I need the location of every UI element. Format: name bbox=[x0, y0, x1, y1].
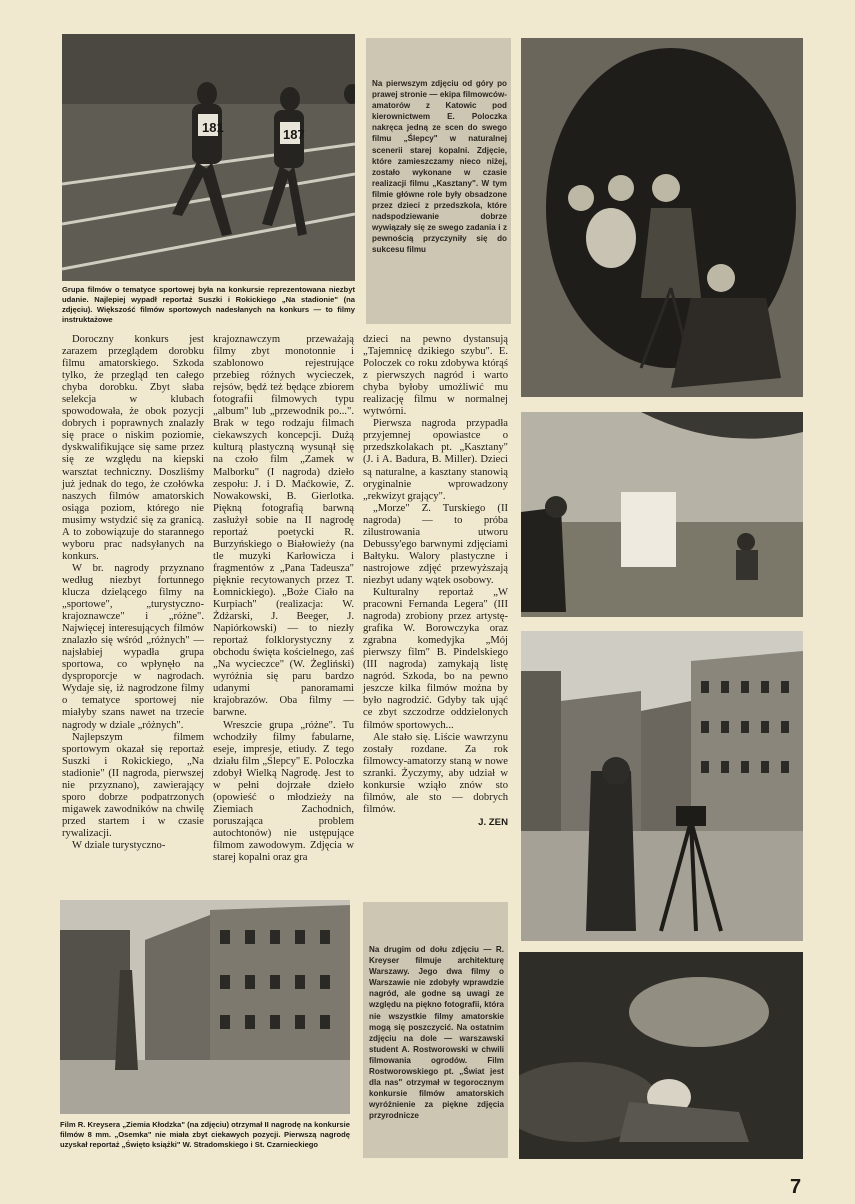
author-signature: J. ZEN bbox=[478, 816, 508, 828]
caption-cave: Na pierwszym zdjęciu od góry po prawej stronie — ekipa filmowców-amatorów z Katowic pod kierownictwem E. Poloczka nakręca jedną ze scen do swego filmu „Ślepcy" w naturalnej scenerii starej kopalni. Zdjęcie, które zamieszczamy nieco niżej, zostało wykonane w czasie realizacji filmu „Kasztany". W tym filmie główne role były obsadzone przez dzieci z przedszkola, które nadspodziewanie dobrze wywiązały się ze swego zadania i z pewnością przyczyniły się do sukcesu filmu bbox=[366, 38, 511, 324]
col1-paragraph: Doroczny konkurs jest zarazem przeglądem dorobku filmu amatorskiego. Szkoda tylko, że przegląd ten całego chyba dorobku. Zbyt słaba selekcja w klubach spowodowała, że obok pozycji dobrych i poprawnych znalazły się prace o niskim poziomie, dyskwalifikujące się same przez się ze względu na kiepski warsztat techniczny. Doszliśmy już jednak do tego, że czołówka naszych filmów amatorskich osiąga poziom, którego nie musimy wstydzić się za granicą. A to zobowiązuje do starannego wyboru prac nadsyłanych na konkurs. bbox=[62, 334, 204, 562]
col3-paragraph: „Morze" Z. Turskiego (II nagroda) — to próba zilustrowania utworu Debussy'ego barwnymi zdjęciami Bałtyku. Walory plastyczne i nastrojowe zdjęć przewyższają niezbyt udany wątek osobowy. bbox=[363, 502, 508, 586]
article-column-1 bbox=[62, 334, 204, 852]
col2-paragraph: Wreszcie grupa „różne". Tu wchodziły filmy fabularne, eseje, impresje, etiudy. Z tego działu film „Ślepcy" E. Poloczka zdobył Wielką Nagrodę. Jest to w pełni dojrzałe dzieło (opowieść o młodzieży na Ziemiach Zachodnich, poruszająca problem autochtonów) nie ustępujące filmom zawodowym. Zdjęcia w starej kopalni oraz gra bbox=[213, 719, 354, 864]
caption-runners: Grupa filmów o tematyce sportowej była na konkursie reprezentowana niezbyt udanie. Najlepiej wypadł reportaż Suszki i Rokickiego „Na stadionie" (na zdjęciu). Większość filmów sportowych nadesłanych na konkurs — to filmy instruktażowe bbox=[62, 285, 355, 324]
svg-text:187: 187 bbox=[283, 127, 305, 142]
col3-paragraph: Pierwsza nagroda przypadła przyjemnej opowiastce o przedszkolakach pt. „Kasztany" (J. i A. Badura, B. Miller). Dzieci są naturalne, a kasztany stanowią oryginalnie wprowadzony „rekwizyt grający". bbox=[363, 418, 508, 502]
svg-text:181: 181 bbox=[202, 120, 224, 135]
caption-klodzko: Film R. Kreysera „Ziemia Kłodzka" (na zdjęciu) otrzymał II nagrodę na konkursie filmów 8 mm. „Osemka" nie miała zbyt ciekawych pozycji. Pierwszą nagrodę uzyskał reportaż „Święto książki" W. Stradomskiego i St. Czarnieckiego bbox=[60, 1120, 350, 1149]
col1-paragraph: Najlepszym filmem sportowym okazał się reportaż Suszki i Rokickiego, „Na stadionie" (II nagroda, pierwszej nie przyznano), zawierający sporo dobrze podpatrzonych migawek zawodników na chwilę przed startem i w czasie rywalizacji. bbox=[62, 731, 204, 839]
photo-children-screen bbox=[521, 412, 803, 617]
photo-old-town-camera bbox=[521, 631, 803, 941]
photo-garden-filming bbox=[519, 952, 803, 1159]
col3-paragraph: Kulturalny reportaż „W pracowni Fernanda Legera" (III nagroda) zrobiony przez artystę-grafika W. Borowczyka oraz zgrabna komedyjka „Mój pierwszy film" B. Pindelskiego (III nagroda) zamykają listę nagród. Szkoda, bo na pewno jeszcze kilka filmów można by było nagrodzić. Gdyby tak ująć ce zbyt szczodrze oddzielonych filmów sportowych... bbox=[363, 586, 508, 731]
col1-paragraph: W br. nagrody przyznano według niezbyt fortunnego klucza dzielącego filmy na „sportowe", „turystyczno-krajoznawcze" i „różne". Najwięcej interesujących filmów znalazło się wśród „różnych" — najsłabiej wypadła grupa sportowa, co wpłynęło na dysproporcje w nagrodach. Wydaje się, iż nagrodzone filmy o tematyce sportowej nie miałyby szans nawet na trzecie nagrody w dziale „różnych". bbox=[62, 562, 204, 731]
col3-paragraph: Ale stało się. Liście wawrzynu zostały rozdane. Za rok filmowcy-amatorzy staną w nowe szranki. Życzymy, aby udział w konkursie wziąło znów sto filmów, ale sto — dobrych filmów. bbox=[363, 731, 508, 815]
col3-paragraph: dzieci na pewno dystansują „Tajemnicę dzikiego szybu". E. Poloczek co roku zdobywa którąś z pierwszych nagród i warto chyba byłoby umożliwić mu realizację filmu w normalnej wytwórni. bbox=[363, 334, 508, 418]
caption-square-garden: Na drugim od dołu zdjęciu — R. Kreyser filmuje architekturę Warszawy. Jego dwa filmy o Warszawie nie zdobyły wprawdzie nagród, ale godne są uwagi ze względu na piękno fotografii, która nie wszystkie filmy amatorskie mogą się poszczycić. Na ostatnim zdjęciu na dole — warszawski student A. Rostworowski w chwili filmowania ogrodów. Film Rostworowskiego pt. „Świat jest dla nas" otrzymał w tegorocznym konkursie filmów amatorskich wyróżnienie za piękne zdjęcia przyrodnicze bbox=[363, 902, 508, 1158]
col1-paragraph: W dziale turystyczno- bbox=[72, 839, 166, 851]
photo-runners bbox=[62, 34, 355, 281]
article-column-2 bbox=[213, 334, 354, 864]
article-column-3 bbox=[363, 334, 508, 829]
page-number: 7 bbox=[790, 1176, 802, 1198]
col2-paragraph: krajoznawczym przeważają filmy zbyt monotonnie i szablonowo rejestrujące przebieg różnych wycieczek, rejsów, będź też będące zbiorem fotografii filmowych typu „album" lub „przewodnik po...". Brak w tego rodzaju filmach ciekawszych koncepcji. Dużą kulturą plastyczną wysunął się na czoło film „Zamek w Malborku" (I nagroda) dzieło zespołu: J. i D. Maćkowie, Z. Nowakowski, B. Gierlotka. Piękną fotografią barwną zasłużył sobie na II nagrodę reportaż poetycki R. Burzyńskiego o Białowieży (na tle muzyki Karłowicza i fragmentów z „Pana Tadeusza" pięknie recytowanych przez T. Łomnickiego). „Boże Ciało na Kurpiach" (realizacja: W. Żdżarski, J. Beeger, J. Napiórkowski) — to niezły reportaż folklorystyczny z obchodu święta kościelnego, zaś „Na wycieczce" (W. Żegliński) wyróżnia się paru bardzo udanymi panoramami krajobrazów. Oba filmy — barwne. bbox=[213, 334, 354, 719]
photo-cave bbox=[521, 38, 803, 397]
photo-klodzko bbox=[60, 900, 350, 1114]
